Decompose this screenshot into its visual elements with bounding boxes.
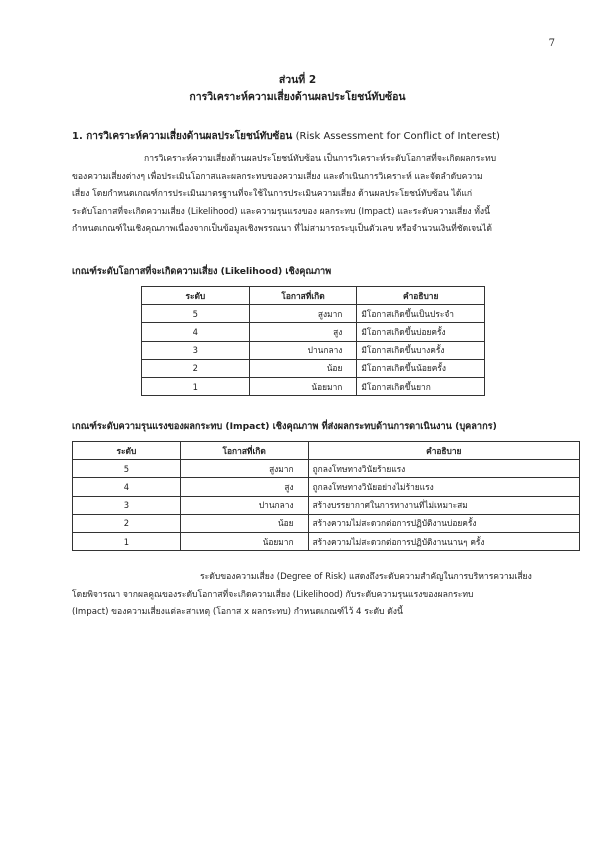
level-cell: 2 [142,359,250,377]
table-row [142,341,485,359]
section-heading [72,129,500,144]
table-header-row [142,287,485,305]
level-cell: 1 [73,532,181,550]
level-cell: 3 [73,496,181,514]
closing-paragraph [72,569,542,622]
chance-cell: สูง [180,478,308,496]
chance-cell: น้อยมาก [180,532,308,550]
intro-line: กำหนดเกณฑ์ในเชิงคุณภาพเนื่องจากเป็นข้อมูลเชิงพรรณนา ที่ไม่สามารถระบุเป็นตัวเลข หรือจำนวนเงินที่ชัดเจนได้ [72,224,492,234]
closing-line: (Impact) ของความเสี่ยงแต่ละสาเหตุ (โอกาส x ผลกระทบ) กำหนดเกณฑ์ไว้ 4 ระดับ ดังนี้ [72,607,403,617]
chance-cell: สูง [249,323,357,341]
closing-line: โดยพิจารณา จากผลคูณของระดับโอกาสที่จะเกิดความเสี่ยง (Likelihood) กับระดับความรุนแรงของผลกระทบ [72,589,474,600]
table-row [142,305,485,323]
description-cell: สร้างความไม่สะดวกต่อการปฏิบัติงานบ่อยครั้ง [308,514,579,532]
chance-cell: น้อยมาก [249,377,357,395]
closing-line: ระดับของความเสี่ยง (Degree of Risk) แสดงถึงระดับความสำคัญในการบริหารความเสี่ยง [200,572,532,582]
intro-line: ของความเสี่ยงต่างๆ เพื่อประเมินโอกาสและผลกระทบของความเสี่ยง และดำเนินการวิเคราะห์ และจัดลำดับความ [72,171,483,182]
part-title: การวิเคราะห์ความเสี่ยงด้านผลประโยชน์ทับซ้อน [189,91,406,103]
section-heading-thai: 1. การวิเคราะห์ความเสี่ยงด้านผลประโยชน์ทับซ้อน [72,131,293,142]
chance-cell: ปานกลาง [249,341,357,359]
likelihood-table [141,286,485,396]
level-cell: 2 [73,514,181,532]
chance-cell: สูงมาก [180,460,308,478]
intro-line: ระดับโอกาสที่จะเกิดความเสี่ยง (Likelihood) และความรุนแรงของ ผลกระทบ (Impact) และระดับความเสี่ยง ทั้งนี้ [72,206,491,217]
impact-table-heading: เกณฑ์ระดับความรุนแรงของผลกระทบ (Impact) เชิงคุณภาพ ที่ส่งผลกระทบด้านการดาเนินงาน (บุคลากร) [72,421,497,432]
part-header [0,72,595,106]
level-cell: 1 [142,377,250,395]
part-label: ส่วนที่ 2 [278,74,317,86]
table-header-row [73,442,580,460]
column-header-level: ระดับ [142,287,250,305]
table-row [73,478,580,496]
description-cell: ถูกลงโทษทางวินัยร้ายแรง [308,460,579,478]
description-cell: มีโอกาสเกิดขึ้นบ่อยครั้ง [357,323,485,341]
level-cell: 3 [142,341,250,359]
description-cell: สร้างความไม่สะดวกต่อการปฏิบัติงานนานๆ ครั้ง [308,532,579,550]
column-header-chance: โอกาสที่เกิด [180,442,308,460]
table-row [73,496,580,514]
level-cell: 4 [142,323,250,341]
level-cell: 4 [73,478,181,496]
intro-line: การวิเคราะห์ความเสี่ยงด้านผลประโยชน์ทับซ้อน เป็นการวิเคราะห์ระดับโอกาสที่จะเกิดผลกระทบ [144,154,497,164]
table-row [142,323,485,341]
description-cell: มีโอกาสเกิดขึ้นเป็นประจำ [357,305,485,323]
table-row [73,460,580,478]
table-row [73,532,580,550]
intro-line: เสี่ยง โดยกำหนดเกณฑ์การประเมินมาตรฐานที่จะใช้ในการประเมินความเสี่ยง ด้านผลประโยชน์ทับซ้อน ได้แก่ [72,189,473,199]
column-header-level: ระดับ [73,442,181,460]
level-cell: 5 [73,460,181,478]
table-row [142,377,485,395]
table-row [73,514,580,532]
description-cell: มีโอกาสเกิดขึ้นน้อยครั้ง [357,359,485,377]
impact-table [72,441,580,551]
description-cell: มีโอกาสเกิดขึ้นบางครั้ง [357,341,485,359]
level-cell: 5 [142,305,250,323]
chance-cell: ปานกลาง [180,496,308,514]
chance-cell: น้อย [180,514,308,532]
page-number: 7 [548,38,555,49]
column-header-description: คำอธิบาย [357,287,485,305]
intro-paragraph [72,151,542,239]
table-row [142,359,485,377]
description-cell: ถูกลงโทษทางวินัยอย่างไม่ร้ายแรง [308,478,579,496]
chance-cell: น้อย [249,359,357,377]
likelihood-table-heading: เกณฑ์ระดับโอกาสที่จะเกิดความเสี่ยง (Likelihood) เชิงคุณภาพ [72,266,332,277]
column-header-description: คำอธิบาย [308,442,579,460]
description-cell: สร้างบรรยากาศในการทางานที่ไม่เหมาะสม [308,496,579,514]
description-cell: มีโอกาสเกิดขึ้นยาก [357,377,485,395]
chance-cell: สูงมาก [249,305,357,323]
column-header-chance: โอกาสที่เกิด [249,287,357,305]
section-heading-english: (Risk Assessment for Conflict of Interest) [295,131,500,142]
